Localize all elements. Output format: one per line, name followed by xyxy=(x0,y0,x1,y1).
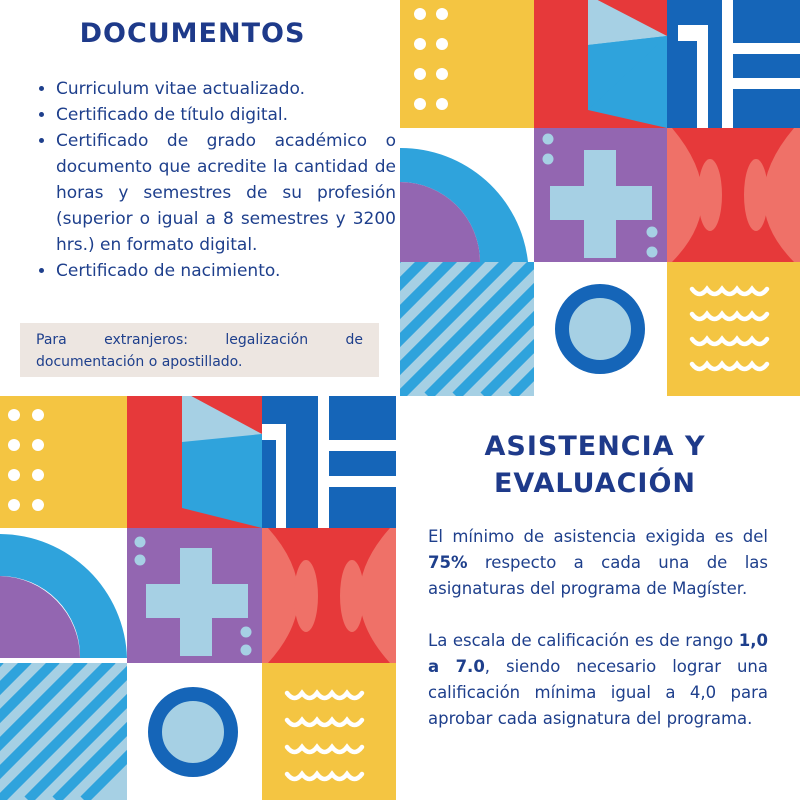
attendance-percentage: 75% xyxy=(428,553,468,572)
text-span: , siendo necesario lograr una calificación mínima igual a 4,0 para aprobar cada asignatura del programa. xyxy=(428,657,768,728)
list-item: • Certificado de título digital. xyxy=(56,102,396,128)
attendance-paragraph xyxy=(428,524,768,602)
list-item: • Certificado de grado académico o documento que acredite la cantidad de horas y semestres de su profesión (superior o igual a 8 semestres y 3200 hrs.) en formato digital. xyxy=(56,128,396,258)
grading-paragraph xyxy=(428,628,768,732)
tile-navy-blocks xyxy=(667,0,800,128)
geometric-mosaic-bottom xyxy=(0,396,396,800)
geometric-mosaic-top xyxy=(400,0,800,396)
list-item: • Certificado de nacimiento. xyxy=(56,258,396,284)
foreigners-note: Para extranjeros: legalización de documentación o apostillado. xyxy=(20,323,379,377)
text-span: respecto a cada una de las asignaturas del programa de Magíster. xyxy=(428,553,768,598)
list-item: • Curriculum vitae actualizado. xyxy=(56,76,396,102)
tile-waves xyxy=(667,262,800,396)
grading-scale: 1,0 a 7.0 xyxy=(428,631,768,676)
documents-title: DOCUMENTOS xyxy=(79,18,306,49)
text-span: El mínimo de asistencia exigida es del xyxy=(428,527,768,546)
documents-list xyxy=(32,76,396,284)
attendance-title: ASISTENCIA Y EVALUACIÓN xyxy=(484,431,706,499)
text-span: La escala de calificación es de rango xyxy=(428,631,739,650)
